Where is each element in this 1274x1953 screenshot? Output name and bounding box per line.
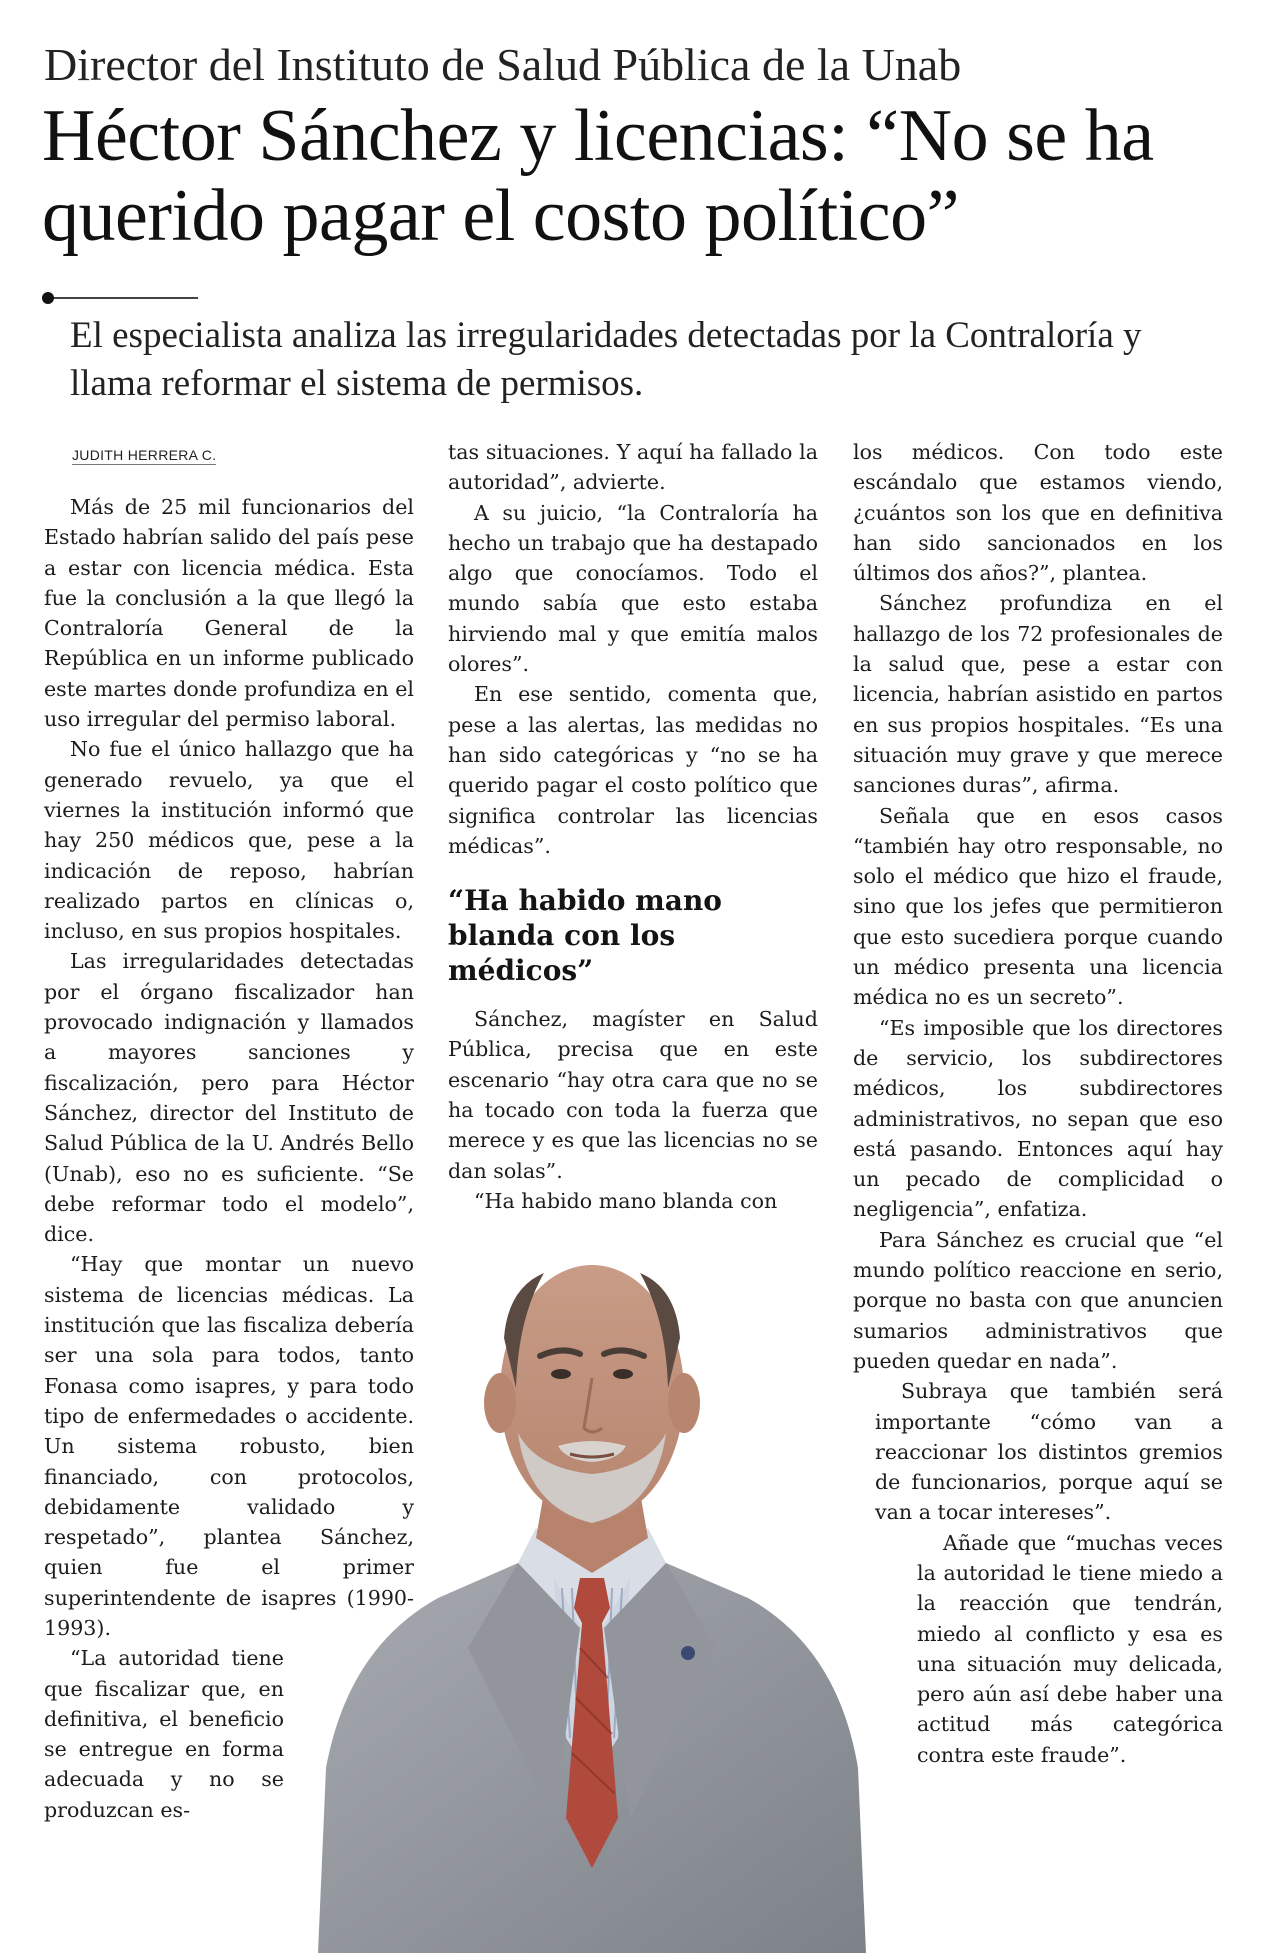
paragraph: “Hay que montar un nuevo sistema de licencias médicas. La institución que las fiscaliza debería ser una sola para todos, tanto Fonasa como isapres, y para todo tipo de enfermedades o accidente. Un sistema robusto, bien financiado, con protocolos, debidamente validado y respetado”, plantea Sánchez, quien fue el primer superintendente de isapres (1990-1993). bbox=[44, 1252, 414, 1640]
paragraph: Señala que en esos casos “también hay otro responsable, no solo el médico que hizo el fraude, sino que los jefes que permitieron que esto sucediera porque cuando un médico presenta una licencia médica no es un secreto”. bbox=[853, 803, 1223, 1010]
paragraph: Añade que “muchas veces la autoridad le tiene miedo a la reacción que tendrán, miedo al conflicto y esa es una situación muy delicada, pero aún así debe haber una actitud más categórica contra este fraude”. bbox=[917, 1530, 1223, 1767]
article-deck: El especialista analiza las irregularidades detectadas por la Contraloría y llama reformar el sistema de permisos. bbox=[70, 315, 1142, 404]
subheading: “Ha habido mano blanda con los médicos” bbox=[448, 884, 722, 988]
lapel-pin-icon bbox=[681, 1646, 695, 1660]
column-3 bbox=[853, 437, 1223, 1770]
paragraph: No fue el único hallazgo que ha generado revuelo, ya que el viernes la institución informó que hay 250 médicos que, pese a la indicación de reposo, habrían realizado partos en clínicas o, incluso, en sus propios hospitales. bbox=[44, 737, 414, 944]
paragraph: A su juicio, “la Contraloría ha hecho un trabajo que ha destapado algo que conocíamos. Todo el mundo sabía que esto estaba hirviendo mal y que emitía malos olores”. bbox=[448, 500, 818, 677]
headline-divider bbox=[42, 292, 198, 306]
divider-dot bbox=[42, 292, 54, 304]
portrait-photo bbox=[318, 1178, 866, 1953]
column-2 bbox=[448, 437, 818, 1216]
byline: JUDITH HERRERA C. bbox=[72, 447, 217, 463]
paragraph: Sánchez profundiza en el hallazgo de los 72 profesionales de la salud que, pese a estar con licencia, habrían asistido en partos en sus propios hospitales. “Es una situación muy grave y que merece sanciones duras”, afirma. bbox=[853, 591, 1223, 798]
divider-line bbox=[48, 297, 198, 299]
paragraph: Subraya que también será importante “cómo van a reaccionar los distintos gremios de funcionarios, porque aquí se van a tocar intereses”. bbox=[875, 1379, 1223, 1525]
paragraph: “La autoridad tiene que fiscalizar que, en definitiva, el beneficio se entregue en forma adecuada y no se produzcan es- bbox=[44, 1646, 284, 1822]
paragraph: “Es imposible que los directores de servicio, los subdirectores médicos, los subdirectores administrativos, no sepan que eso está pasando. Entonces aquí hay un pecado de complicidad o negligencia”, enfatiza. bbox=[853, 1015, 1223, 1222]
paragraph: Para Sánchez es crucial que “el mundo político reaccione en serio, porque no basta con que anuncien sumarios administrativos que pueden quedar en nada”. bbox=[853, 1227, 1223, 1373]
paragraph: “Ha habido mano blanda con bbox=[474, 1188, 778, 1213]
article-headline: Héctor Sánchez y licencias: “No se ha querido pagar el costo político” bbox=[42, 95, 1154, 257]
paragraph: Sánchez, magíster en Salud Pública, precisa que en este escenario “hay otra cara que no se ha tocado con toda la fuerza que merece y es que las licencias no se dan solas”. bbox=[448, 1007, 818, 1183]
paragraph: los médicos. Con todo este escándalo que estamos viendo, ¿cuántos son los que en definitiva han sido sancionados en los últimos dos años?”, plantea. bbox=[853, 440, 1223, 586]
paragraph: tas situaciones. Y aquí ha fallado la autoridad”, advierte. bbox=[448, 440, 818, 495]
paragraph: Las irregularidades detectadas por el órgano fiscalizador han provocado indignación y llamados a mayores sanciones y fiscalización, pero para Héctor Sánchez, director del Instituto de Salud Pública de la U. Andrés Bello (Unab), eso no es suficiente. “Se debe reformar todo el modelo”, dice. bbox=[44, 949, 414, 1247]
paragraph: Más de 25 mil funcionarios del Estado habrían salido del país pese a estar con licencia médica. Esta fue la conclusión a la que llegó la Contraloría General de la República en un informe publicado este martes donde profundiza en el uso irregular del permiso laboral. bbox=[44, 495, 414, 732]
paragraph: En ese sentido, comenta que, pese a las alertas, las medidas no han sido categóricas y “no se ha querido pagar el costo político que significa controlar las licencias médicas”. bbox=[448, 682, 818, 858]
article-kicker: Director del Instituto de Salud Pública de la Unab bbox=[44, 39, 962, 90]
